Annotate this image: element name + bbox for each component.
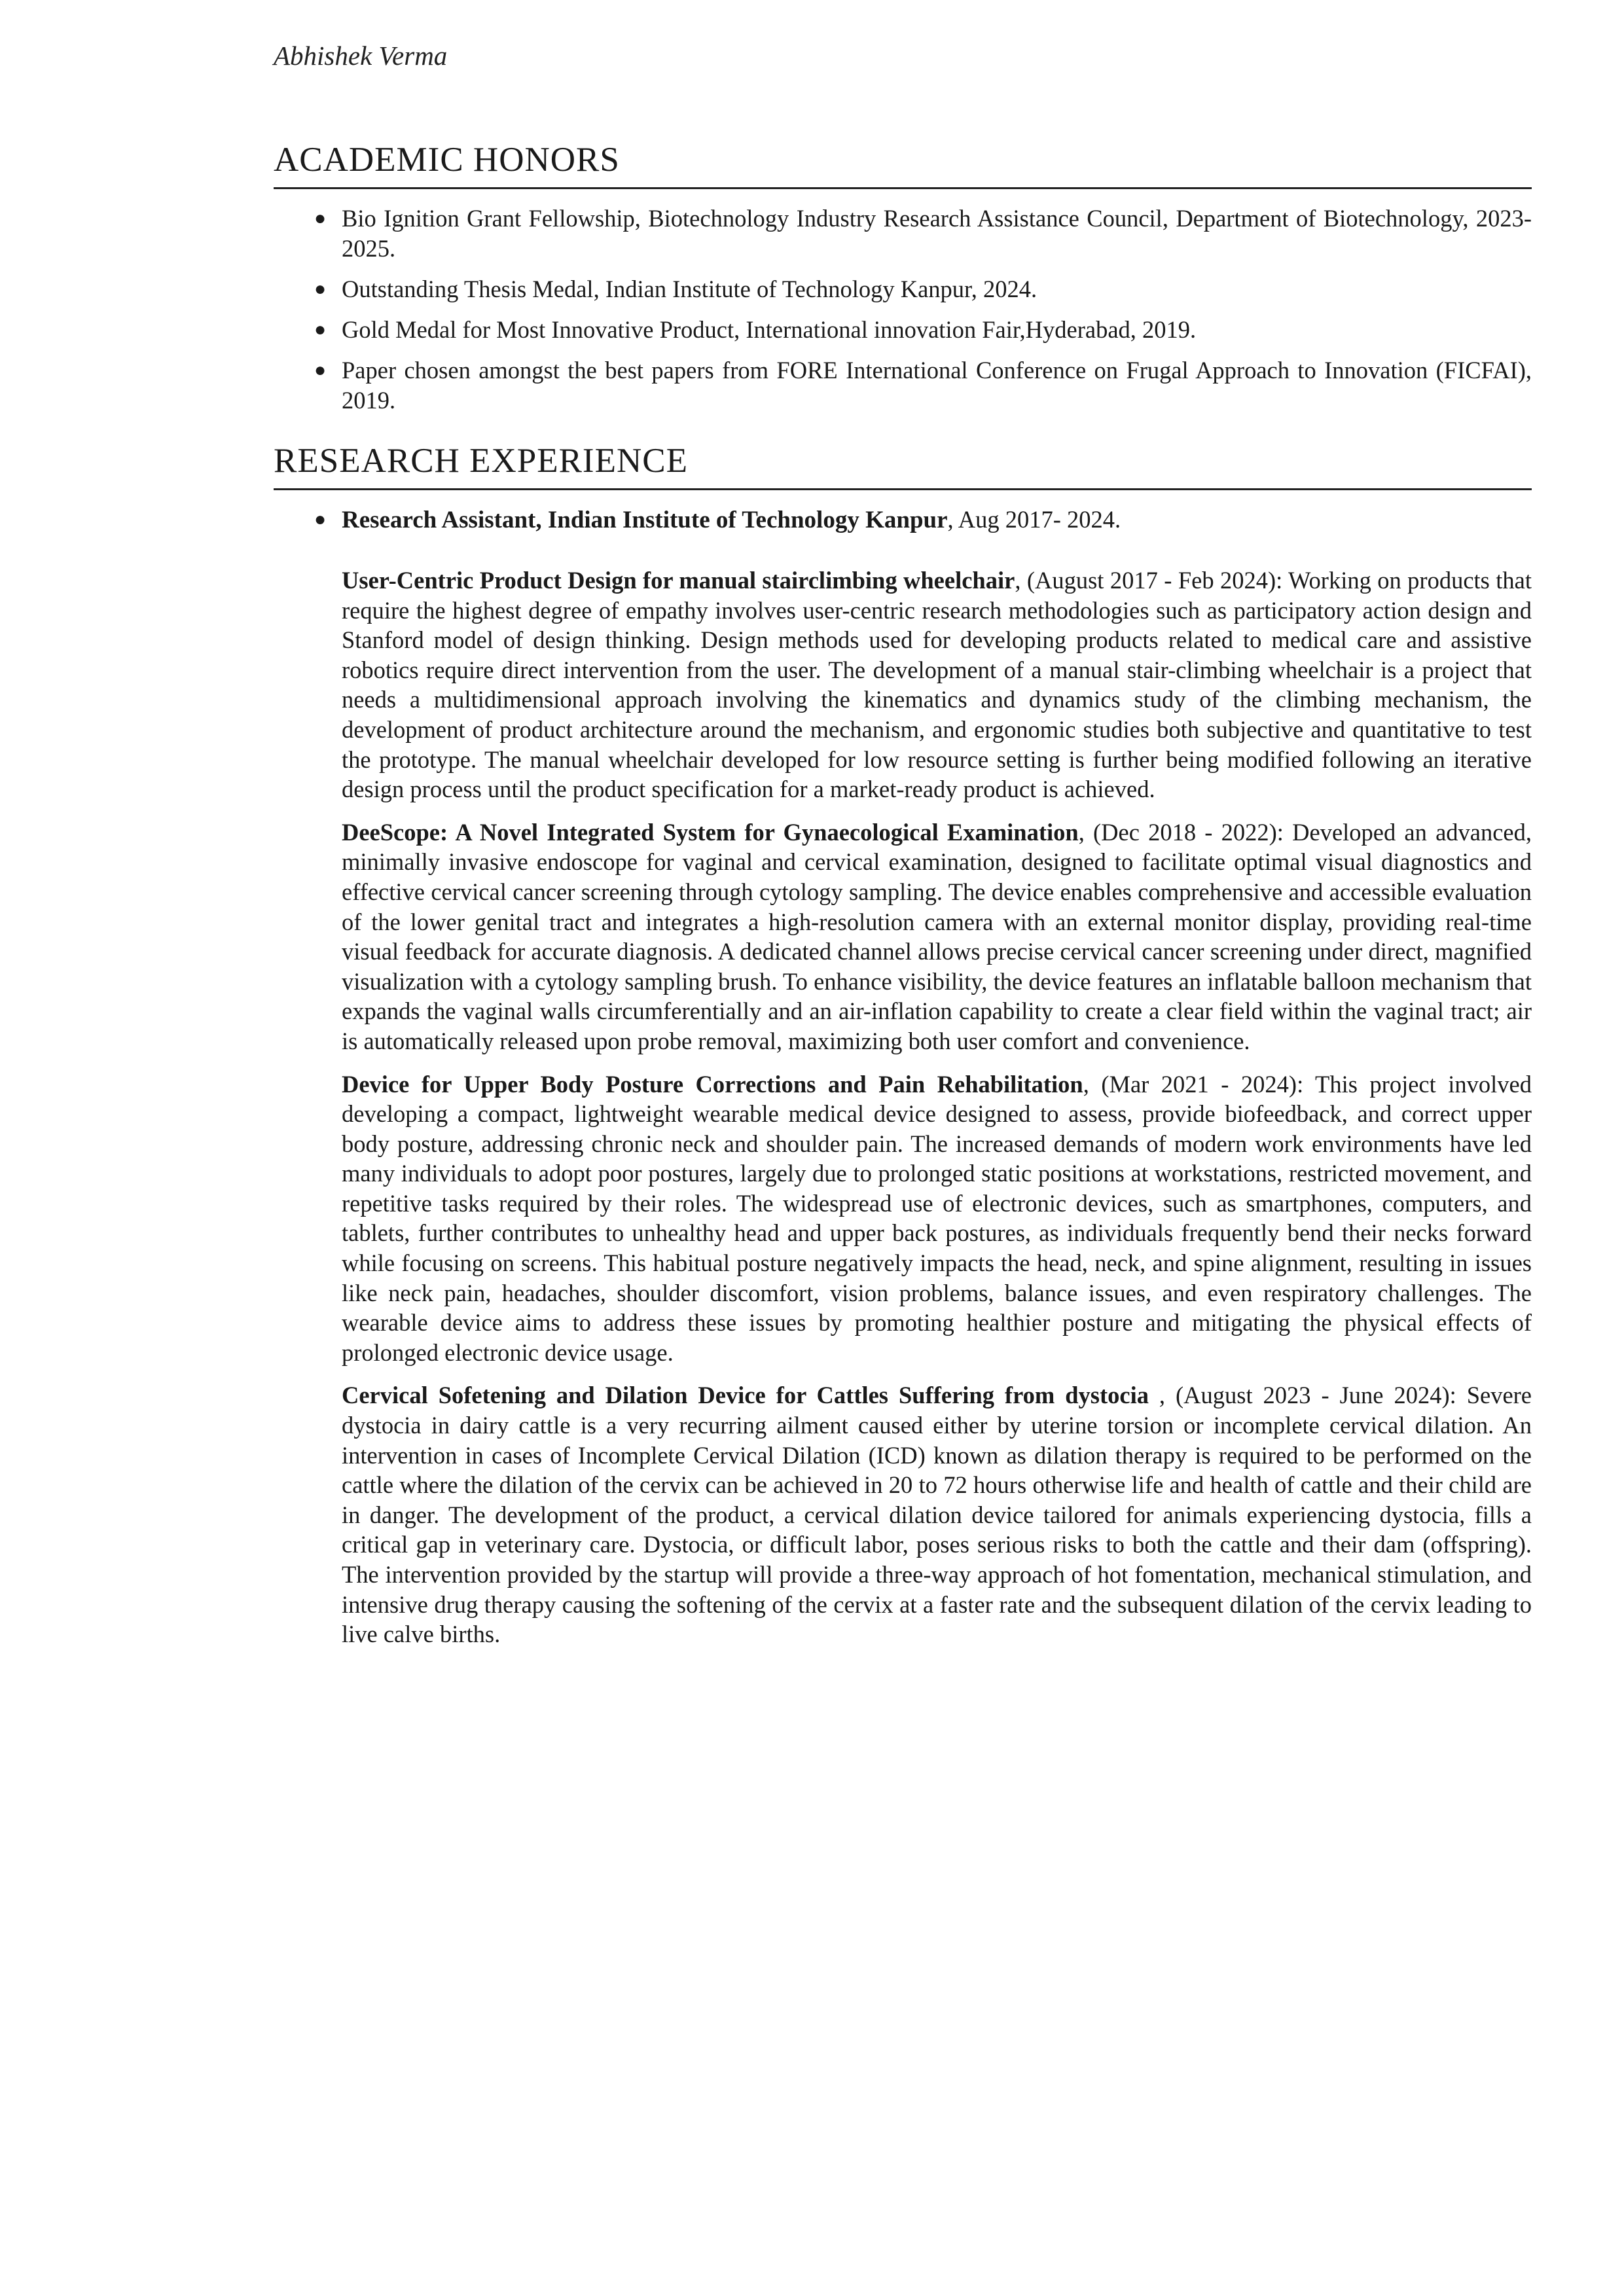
project-entry <box>342 817 1532 1056</box>
research-experience-section <box>274 440 1532 1662</box>
bullet-icon: ● <box>314 207 327 229</box>
research-list <box>274 505 1532 535</box>
section-title-academic-honors: ACADEMIC HONORS <box>274 139 1532 189</box>
section-title-research-experience: RESEARCH EXPERIENCE <box>274 440 1532 490</box>
project-title: DeeScope: A Novel Integrated System for Gynaecological Examination <box>342 818 1079 846</box>
role-title: Research Assistant, Indian Institute of Technology Kanpur <box>342 507 948 533</box>
honor-text: Outstanding Thesis Medal, Indian Institute of Technology Kanpur, 2024. <box>342 276 1038 302</box>
header-name: Abhishek Verma <box>274 41 448 71</box>
list-item <box>274 355 1532 416</box>
project-title: User-Centric Product Design for manual stairclimbing wheelchair <box>342 567 1015 594</box>
project-title: Device for Upper Body Posture Corrections and Pain Rehabilitation <box>342 1070 1083 1098</box>
role-dates: , Aug 2017- 2024. <box>947 506 1121 533</box>
academic-honors-section <box>274 139 1532 426</box>
honor-text: Paper chosen amongst the best papers from FORE International Conference on Frugal Approach to Innovation (FICFAI), 2019. <box>342 357 1532 414</box>
project-entry <box>342 565 1532 804</box>
honors-list <box>274 204 1532 416</box>
project-meta: , (Dec 2018 - 2022): <box>1078 818 1293 846</box>
bullet-icon: ● <box>314 278 327 300</box>
honor-text: Gold Medal for Most Innovative Product, International innovation Fair,Hyderabad, 2019. <box>342 316 1197 343</box>
project-description: Developed an advanced, minimally invasive endoscope for vaginal and cervical examination, designed to facilitate optimal visual diagnostics and effective cervical cancer screening through cytology sampling. The device enables comprehensive and accessible evaluation of the lower genital tract and integrates a high-resolution camera with an external monitor display, providing real-time visual feedback for accurate diagnosis. A dedicated channel allows precise cervical cancer screening under direct, magnified visualization with a cytology sampling brush. To enhance visibility, the device features an inflatable balloon mechanism that expands the vaginal walls circumferentially and an air-inflation capability to create a clear field within the vaginal tract; air is automatically released upon probe removal, maximizing both user comfort and convenience. <box>342 818 1532 1054</box>
project-meta: , (August 2023 - June 2024): <box>1148 1382 1467 1409</box>
projects-list <box>342 565 1532 1649</box>
bullet-icon: ● <box>314 509 327 530</box>
project-description: Severe dystocia in dairy cattle is a very recurring ailment caused either by uterine torsion or incomplete cervical dilation. An intervention in cases of Incomplete Cervical Dilation (ICD) known as dilation therapy is required to be performed on the cattle where the dilation of the cervix can be achieved in 20 to 72 hours otherwise life and health of cattle and their child are in danger. The development of the product, a cervical dilation device tailored for animals experiencing dystocia, fills a critical gap in veterinary care. Dystocia, or difficult labor, poses serious risks to both the cattle and their dam (offspring). The intervention provided by the startup will provide a three-way approach of hot fomentation, mechanical stimulation, and intensive drug therapy causing the softening of the cervix at a faster rate and the subsequent dilation of the cervix leading to live calve births. <box>342 1382 1532 1648</box>
project-title: Cervical Sofetening and Dilation Device for Cattles Suffering from dystocia <box>342 1382 1149 1409</box>
list-item <box>274 204 1532 264</box>
project-entry <box>342 1069 1532 1368</box>
project-description: This project involved developing a compact, lightweight wearable medical device designed to assess, provide biofeedback, and correct upper body posture, addressing chronic neck and shoulder pain. The increased demands of modern work environments have led many individuals to adopt poor postures, largely due to prolonged static positions at workstations, restricted movement, and repetitive tasks required by their roles. The widespread use of electronic devices, such as smartphones, computers, and tablets, further contributes to unhealthy head and upper back postures, as individuals frequently bend their necks forward while focusing on screens. This habitual posture negatively impacts the head, neck, and spine alignment, resulting in issues like neck pain, headaches, shoulder discomfort, vision problems, balance issues, and even respiratory challenges. The wearable device aims to address these issues by promoting healthier posture and mitigating the physical effects of prolonged electronic device usage. <box>342 1070 1532 1366</box>
project-entry <box>342 1380 1532 1649</box>
bullet-icon: ● <box>314 359 327 381</box>
project-description: Working on products that require the highest degree of empathy involves user-centric research methodologies such as participatory action design and Stanford model of design thinking. Design methods used for developing products related to medical care and assistive robotics require direct intervention from the user. The development of a manual stair-climbing wheelchair is a project that needs a multidimensional approach involving the kinematics and dynamics study of the climbing mechanism, the development of product architecture around the mechanism, and ergonomic studies both subjective and quantitative to test the prototype. The manual wheelchair developed for low resource setting is further being modified following an iterative design process until the product specification for a market-ready product is achieved. <box>342 567 1532 803</box>
project-meta: , (August 2017 - Feb 2024): <box>1015 567 1289 594</box>
bullet-icon: ● <box>314 319 327 340</box>
list-item <box>274 505 1532 535</box>
list-item <box>274 315 1532 345</box>
project-meta: , (Mar 2021 - 2024): <box>1083 1070 1316 1098</box>
list-item <box>274 274 1532 304</box>
honor-text: Bio Ignition Grant Fellowship, Biotechnology Industry Research Assistance Council, Department of Biotechnology, 2023-2025. <box>342 205 1532 262</box>
